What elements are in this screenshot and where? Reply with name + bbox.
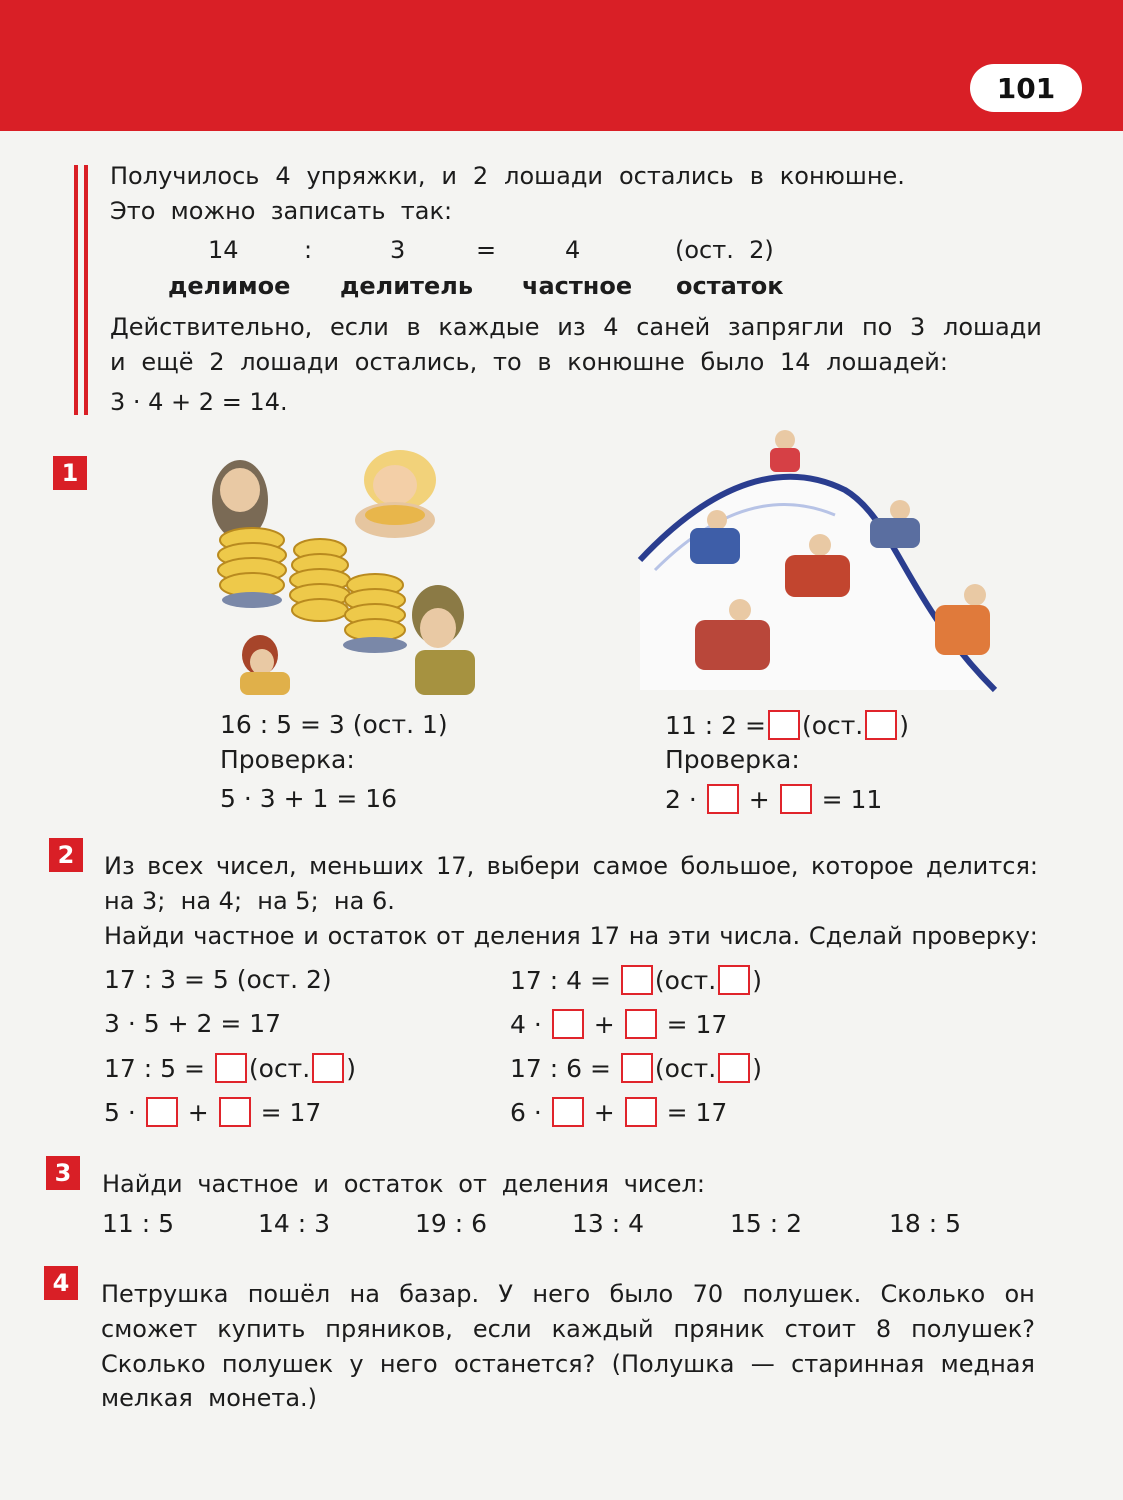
task-2-row-4-right bbox=[510, 1097, 727, 1127]
task-1-number: 1 bbox=[53, 456, 87, 490]
word: Сделай bbox=[808, 922, 903, 950]
word: — bbox=[750, 1350, 775, 1378]
word: полушек? bbox=[911, 1315, 1035, 1343]
formula-remainder: (ост. 2) bbox=[675, 236, 774, 264]
task-2-row-1-left: 17 : 3 = 5 (ост. 2) bbox=[104, 965, 332, 994]
intro-line-1 bbox=[110, 162, 905, 190]
word: было bbox=[609, 1280, 674, 1308]
label-divisor: делитель bbox=[340, 272, 473, 300]
task-3-item-3: 19 : 6 bbox=[415, 1209, 488, 1238]
word: 14 bbox=[779, 348, 811, 376]
task-2-row-1-right bbox=[510, 965, 762, 995]
word: Петрушка bbox=[101, 1280, 229, 1308]
task-4-line-1 bbox=[101, 1280, 1035, 1308]
task-1-right-check bbox=[665, 784, 882, 814]
word: него bbox=[379, 1350, 438, 1378]
word: 4 bbox=[275, 162, 291, 190]
task-2-line-2: на 3; на 4; на 5; на 6. bbox=[104, 887, 395, 915]
answer-box-check-2[interactable] bbox=[780, 784, 812, 814]
word: 17 bbox=[589, 922, 621, 950]
answer-box[interactable] bbox=[552, 1009, 584, 1039]
label-dividend: делимое bbox=[168, 272, 291, 300]
word: базар. bbox=[399, 1280, 480, 1308]
task-1-left-equation: 16 : 5 = 3 (ост. 1) bbox=[220, 710, 448, 739]
ost-text: (ост. bbox=[654, 966, 717, 995]
label-quotient: частное bbox=[522, 272, 633, 300]
word: из bbox=[557, 313, 586, 341]
formula-equals: = bbox=[476, 236, 497, 264]
formula-dividend: 14 bbox=[208, 236, 239, 264]
word: Найди bbox=[102, 1170, 183, 1198]
answer-box[interactable] bbox=[625, 1097, 657, 1127]
intro-para-line-1 bbox=[110, 313, 1042, 341]
close-paren: ) bbox=[346, 1054, 356, 1083]
intro-line-2: Это можно записать так: bbox=[110, 197, 453, 225]
task-2-row-2-right bbox=[510, 1009, 727, 1039]
word: У bbox=[498, 1280, 514, 1308]
task-3-line bbox=[102, 1170, 705, 1198]
page-number: 101 bbox=[970, 64, 1082, 112]
word: 3 bbox=[910, 313, 926, 341]
task-1-right-check-label: Проверка: bbox=[665, 745, 800, 774]
word: остаток bbox=[327, 922, 428, 950]
mul-text: 6 · bbox=[510, 1098, 542, 1127]
rule-mark-right bbox=[84, 165, 88, 415]
word: старинная bbox=[791, 1350, 925, 1378]
task-2-line-1 bbox=[104, 852, 1038, 880]
word: 2 bbox=[472, 162, 489, 190]
answer-box[interactable] bbox=[718, 965, 750, 995]
word: самое bbox=[592, 852, 669, 880]
ost-text: (ост. bbox=[248, 1054, 311, 1083]
word: у bbox=[349, 1350, 364, 1378]
pancakes-illustration bbox=[200, 440, 480, 695]
word: которое bbox=[811, 852, 914, 880]
word: было bbox=[700, 348, 765, 376]
word: то bbox=[493, 348, 522, 376]
word: от bbox=[436, 922, 465, 950]
plus-sign: + bbox=[593, 1010, 615, 1039]
answer-box[interactable] bbox=[219, 1097, 251, 1127]
answer-box[interactable] bbox=[146, 1097, 178, 1127]
word: проверку: bbox=[911, 922, 1038, 950]
word: и bbox=[110, 348, 126, 376]
word: лошади bbox=[240, 348, 340, 376]
word: 8 bbox=[875, 1315, 892, 1343]
word: конюшне. bbox=[779, 162, 905, 190]
answer-box[interactable] bbox=[625, 1009, 657, 1039]
word: (Полушка bbox=[611, 1350, 735, 1378]
word: чисел: bbox=[623, 1170, 705, 1198]
word: 17, bbox=[436, 852, 475, 880]
word: он bbox=[1004, 1280, 1035, 1308]
word: меньших bbox=[309, 852, 424, 880]
task-2-row-2-left: 3 · 5 + 2 = 17 bbox=[104, 1009, 282, 1038]
eq-text: 17 : 6 = bbox=[510, 1054, 611, 1083]
word: числа. bbox=[719, 922, 801, 950]
word: останется? bbox=[453, 1350, 596, 1378]
word: 4 bbox=[603, 313, 619, 341]
word: 70 bbox=[692, 1280, 724, 1308]
word: каждый bbox=[551, 1315, 654, 1343]
task-2-row-3-left bbox=[104, 1053, 356, 1083]
word: ещё bbox=[141, 348, 194, 376]
answer-box[interactable] bbox=[718, 1053, 750, 1083]
check-text: 2 · bbox=[665, 785, 697, 814]
word: упряжки, bbox=[306, 162, 426, 190]
task-3-item-1: 11 : 5 bbox=[102, 1209, 175, 1238]
word: частное bbox=[193, 922, 295, 950]
word: если bbox=[472, 1315, 532, 1343]
formula-quotient: 4 bbox=[565, 236, 581, 264]
formula-colon: : bbox=[304, 236, 313, 264]
task-1-right-equation bbox=[665, 710, 909, 740]
word: если bbox=[329, 313, 389, 341]
word: каждые bbox=[438, 313, 540, 341]
task-4-line-4: мелкая монета.) bbox=[101, 1384, 318, 1412]
plus-sign: + bbox=[187, 1098, 209, 1127]
eq-result: = 17 bbox=[260, 1098, 322, 1127]
word: пряник bbox=[673, 1315, 765, 1343]
word: Из bbox=[104, 852, 135, 880]
word: пряников, bbox=[325, 1315, 453, 1343]
word: большое, bbox=[680, 852, 799, 880]
eq-result: = 17 bbox=[666, 1010, 728, 1039]
word: всех bbox=[147, 852, 204, 880]
task-1-left-check-label: Проверка: bbox=[220, 745, 355, 774]
mul-text: 4 · bbox=[510, 1010, 542, 1039]
word: на bbox=[628, 922, 660, 950]
task-4-line-2 bbox=[101, 1315, 1035, 1343]
task-4-number: 4 bbox=[44, 1266, 78, 1300]
task-4-line-3 bbox=[101, 1350, 1035, 1378]
word: частное bbox=[197, 1170, 299, 1198]
task-2-row-3-right bbox=[510, 1053, 762, 1083]
word: и bbox=[303, 922, 319, 950]
word: в bbox=[749, 162, 764, 190]
task-2-row-4-left bbox=[104, 1097, 321, 1127]
word: запрягли bbox=[727, 313, 845, 341]
answer-box[interactable] bbox=[215, 1053, 247, 1083]
word: медная bbox=[940, 1350, 1035, 1378]
word: лошади bbox=[943, 313, 1042, 341]
word: сможет bbox=[101, 1315, 198, 1343]
word: 2 bbox=[209, 348, 225, 376]
word: Получилось bbox=[110, 162, 260, 190]
eq-result: = 17 bbox=[666, 1098, 728, 1127]
eq-text: 11 : 2 = bbox=[665, 711, 766, 740]
word: деления bbox=[473, 922, 581, 950]
mul-text: 5 · bbox=[104, 1098, 136, 1127]
word: него bbox=[532, 1280, 591, 1308]
word: эти bbox=[667, 922, 711, 950]
answer-box[interactable] bbox=[621, 965, 653, 995]
word: остались bbox=[618, 162, 734, 190]
word: Действительно, bbox=[110, 313, 313, 341]
task-1-left-check: 5 · 3 + 1 = 16 bbox=[220, 784, 398, 813]
word: от bbox=[458, 1170, 487, 1198]
word: по bbox=[861, 313, 893, 341]
word: делится: bbox=[925, 852, 1038, 880]
close-paren: ) bbox=[899, 711, 910, 740]
answer-box[interactable] bbox=[621, 1053, 653, 1083]
word: остались, bbox=[354, 348, 478, 376]
word: на bbox=[349, 1280, 380, 1308]
word: лошадей: bbox=[826, 348, 948, 376]
word: стоит bbox=[784, 1315, 856, 1343]
task-3-item-5: 15 : 2 bbox=[730, 1209, 803, 1238]
word: в bbox=[406, 313, 421, 341]
answer-box-check-1[interactable] bbox=[707, 784, 739, 814]
formula-divisor: 3 bbox=[390, 236, 406, 264]
task-3-item-6: 18 : 5 bbox=[889, 1209, 962, 1238]
eq-text: 17 : 4 = bbox=[510, 966, 611, 995]
task-2-line-3 bbox=[104, 922, 1038, 950]
word: и bbox=[441, 162, 457, 190]
ost-text: (ост. bbox=[801, 711, 864, 740]
eq-text: 17 : 5 = bbox=[104, 1054, 205, 1083]
word: пошёл bbox=[247, 1280, 331, 1308]
word: остаток bbox=[343, 1170, 444, 1198]
plus-sign: + bbox=[748, 785, 770, 814]
task-3-item-2: 14 : 3 bbox=[258, 1209, 331, 1238]
word: деления bbox=[501, 1170, 609, 1198]
answer-box-quotient[interactable] bbox=[768, 710, 800, 740]
rule-mark-left bbox=[74, 165, 78, 415]
plus-sign: + bbox=[593, 1098, 615, 1127]
sledding-illustration bbox=[635, 420, 1005, 705]
answer-box[interactable] bbox=[312, 1053, 344, 1083]
word: чисел, bbox=[215, 852, 297, 880]
task-3-number: 3 bbox=[46, 1156, 80, 1190]
word: выбери bbox=[486, 852, 581, 880]
answer-box-remainder[interactable] bbox=[865, 710, 897, 740]
word: конюшне bbox=[567, 348, 685, 376]
word: Найди bbox=[104, 922, 185, 950]
close-paren: ) bbox=[752, 966, 762, 995]
word: полушек. bbox=[742, 1280, 862, 1308]
task-2-number: 2 bbox=[49, 838, 83, 872]
intro-para-line-3: 3 · 4 + 2 = 14. bbox=[110, 388, 288, 416]
word: в bbox=[537, 348, 552, 376]
header-bar bbox=[0, 0, 1123, 131]
word: и bbox=[313, 1170, 329, 1198]
answer-box[interactable] bbox=[552, 1097, 584, 1127]
word: Сколько bbox=[101, 1350, 206, 1378]
word: купить bbox=[217, 1315, 306, 1343]
word: Сколько bbox=[880, 1280, 986, 1308]
word: лошади bbox=[504, 162, 604, 190]
task-3-item-4: 13 : 4 bbox=[572, 1209, 645, 1238]
word: полушек bbox=[221, 1350, 334, 1378]
word: саней bbox=[636, 313, 711, 341]
ost-text: (ост. bbox=[654, 1054, 717, 1083]
check-result: = 11 bbox=[821, 785, 883, 814]
label-remainder: остаток bbox=[676, 272, 784, 300]
intro-para-line-2 bbox=[110, 348, 948, 376]
close-paren: ) bbox=[752, 1054, 762, 1083]
